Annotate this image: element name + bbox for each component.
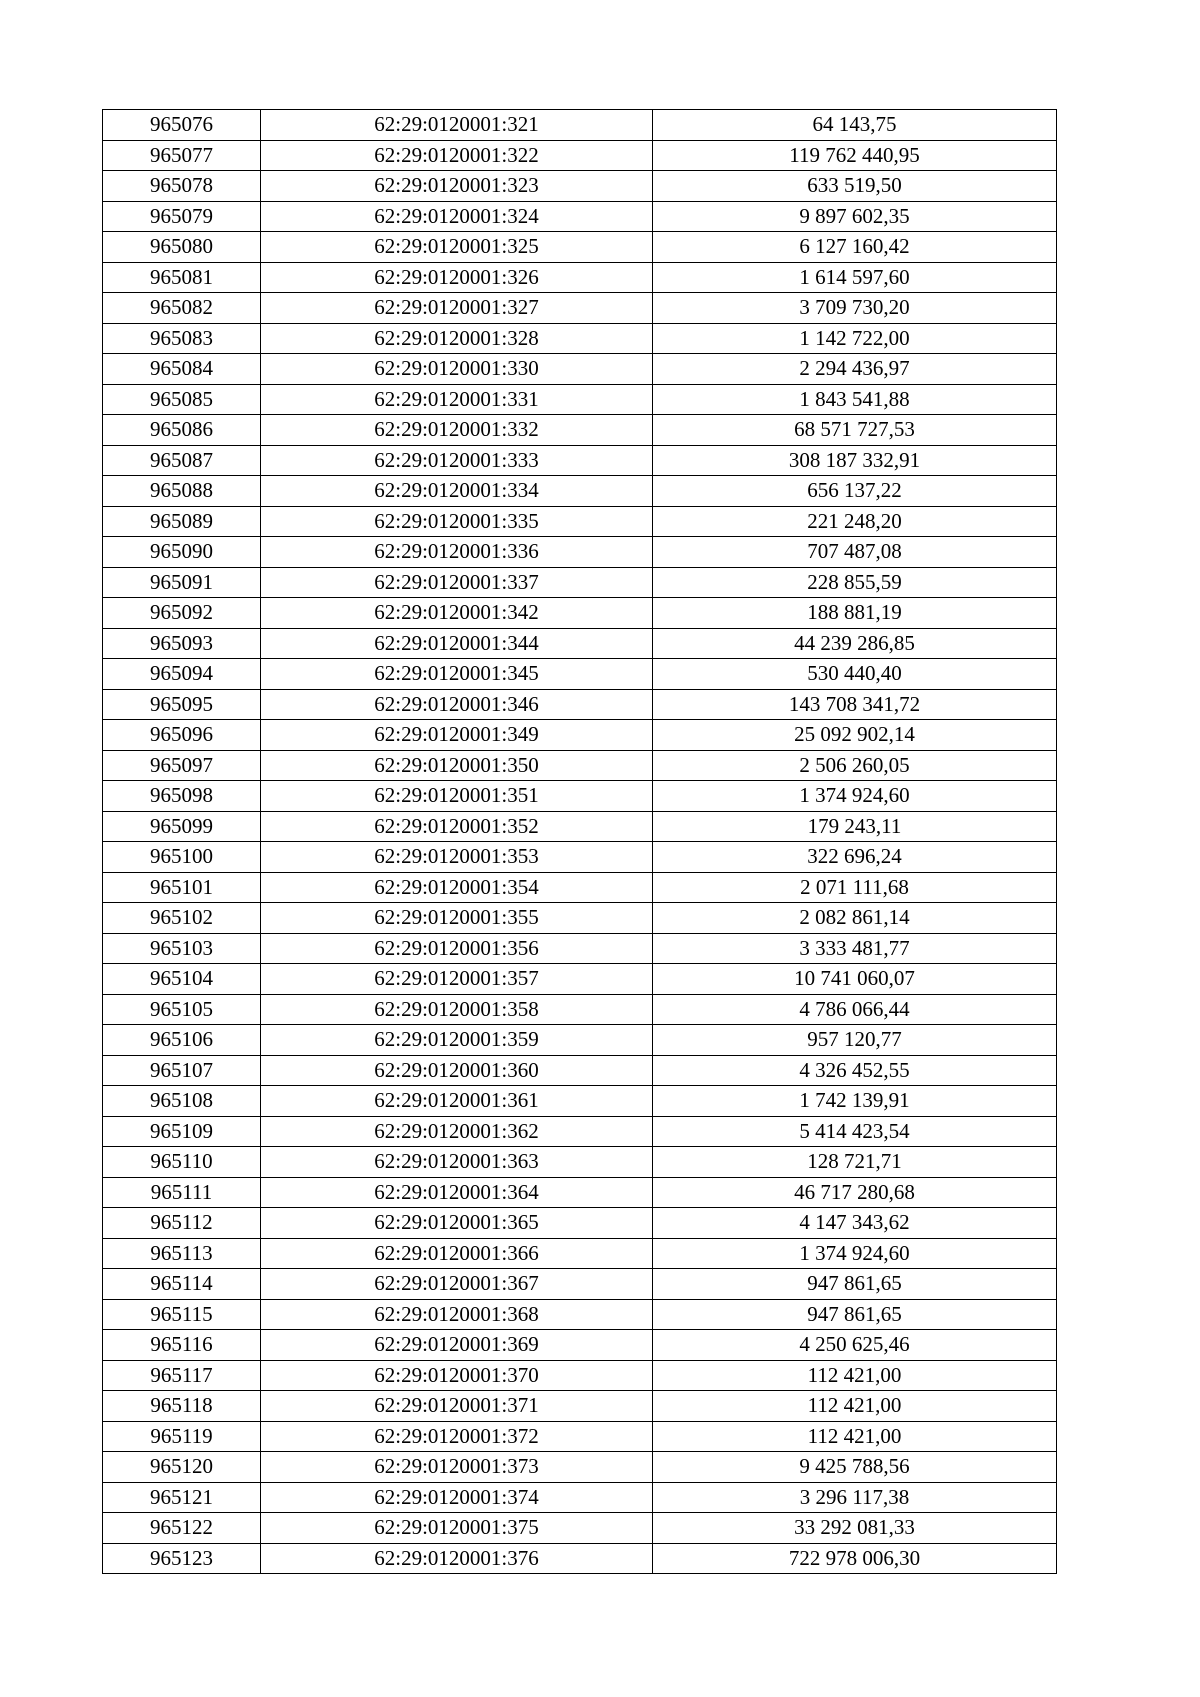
row-number-cell: 965113 (103, 1238, 261, 1269)
table-row (103, 933, 1057, 964)
cadastral-value-table (102, 109, 1057, 1574)
cadastral-value-cell: 4 147 343,62 (653, 1208, 1057, 1239)
table-row (103, 323, 1057, 354)
row-number-cell: 965121 (103, 1482, 261, 1513)
row-number-cell: 965077 (103, 140, 261, 171)
cadastral-value-cell: 44 239 286,85 (653, 628, 1057, 659)
table-row (103, 1360, 1057, 1391)
table-row (103, 1513, 1057, 1544)
cadastral-value-cell: 656 137,22 (653, 476, 1057, 507)
table-row (103, 354, 1057, 385)
table-row (103, 1116, 1057, 1147)
row-number-cell: 965094 (103, 659, 261, 690)
cadastral-number-cell: 62:29:0120001:369 (261, 1330, 653, 1361)
cadastral-number-cell: 62:29:0120001:371 (261, 1391, 653, 1422)
table-body (103, 110, 1057, 1574)
table-row (103, 720, 1057, 751)
row-number-cell: 965100 (103, 842, 261, 873)
row-number-cell: 965105 (103, 994, 261, 1025)
cadastral-value-cell: 947 861,65 (653, 1269, 1057, 1300)
cadastral-number-cell: 62:29:0120001:365 (261, 1208, 653, 1239)
cadastral-number-cell: 62:29:0120001:372 (261, 1421, 653, 1452)
row-number-cell: 965092 (103, 598, 261, 629)
cadastral-number-cell: 62:29:0120001:342 (261, 598, 653, 629)
row-number-cell: 965093 (103, 628, 261, 659)
cadastral-number-cell: 62:29:0120001:361 (261, 1086, 653, 1117)
cadastral-value-cell: 4 250 625,46 (653, 1330, 1057, 1361)
table-row (103, 1391, 1057, 1422)
cadastral-number-cell: 62:29:0120001:362 (261, 1116, 653, 1147)
cadastral-value-cell: 633 519,50 (653, 171, 1057, 202)
cadastral-value-cell: 2 506 260,05 (653, 750, 1057, 781)
cadastral-value-cell: 188 881,19 (653, 598, 1057, 629)
cadastral-number-cell: 62:29:0120001:327 (261, 293, 653, 324)
cadastral-number-cell: 62:29:0120001:364 (261, 1177, 653, 1208)
cadastral-number-cell: 62:29:0120001:330 (261, 354, 653, 385)
cadastral-value-cell: 707 487,08 (653, 537, 1057, 568)
row-number-cell: 965098 (103, 781, 261, 812)
cadastral-value-cell: 1 614 597,60 (653, 262, 1057, 293)
cadastral-number-cell: 62:29:0120001:355 (261, 903, 653, 934)
table-row (103, 1147, 1057, 1178)
table-row (103, 1330, 1057, 1361)
row-number-cell: 965081 (103, 262, 261, 293)
row-number-cell: 965115 (103, 1299, 261, 1330)
cadastral-number-cell: 62:29:0120001:331 (261, 384, 653, 415)
row-number-cell: 965112 (103, 1208, 261, 1239)
table-row (103, 262, 1057, 293)
table-row (103, 598, 1057, 629)
cadastral-number-cell: 62:29:0120001:322 (261, 140, 653, 171)
cadastral-number-cell: 62:29:0120001:336 (261, 537, 653, 568)
row-number-cell: 965087 (103, 445, 261, 476)
row-number-cell: 965111 (103, 1177, 261, 1208)
row-number-cell: 965084 (103, 354, 261, 385)
row-number-cell: 965090 (103, 537, 261, 568)
cadastral-value-cell: 68 571 727,53 (653, 415, 1057, 446)
table-row (103, 1238, 1057, 1269)
cadastral-value-cell: 322 696,24 (653, 842, 1057, 873)
row-number-cell: 965114 (103, 1269, 261, 1300)
row-number-cell: 965119 (103, 1421, 261, 1452)
table-row (103, 171, 1057, 202)
cadastral-number-cell: 62:29:0120001:337 (261, 567, 653, 598)
cadastral-number-cell: 62:29:0120001:363 (261, 1147, 653, 1178)
table-row (103, 1452, 1057, 1483)
cadastral-number-cell: 62:29:0120001:321 (261, 110, 653, 141)
table-row (103, 964, 1057, 995)
row-number-cell: 965097 (103, 750, 261, 781)
cadastral-value-cell: 530 440,40 (653, 659, 1057, 690)
cadastral-value-cell: 3 709 730,20 (653, 293, 1057, 324)
cadastral-value-cell: 25 092 902,14 (653, 720, 1057, 751)
row-number-cell: 965108 (103, 1086, 261, 1117)
row-number-cell: 965110 (103, 1147, 261, 1178)
cadastral-value-cell: 9 897 602,35 (653, 201, 1057, 232)
cadastral-number-cell: 62:29:0120001:352 (261, 811, 653, 842)
cadastral-value-cell: 2 071 111,68 (653, 872, 1057, 903)
table-row (103, 415, 1057, 446)
table-row (103, 1482, 1057, 1513)
cadastral-value-cell: 64 143,75 (653, 110, 1057, 141)
table-row (103, 811, 1057, 842)
table-row (103, 1208, 1057, 1239)
table-row (103, 1177, 1057, 1208)
table-row (103, 689, 1057, 720)
cadastral-value-cell: 10 741 060,07 (653, 964, 1057, 995)
cadastral-value-cell: 228 855,59 (653, 567, 1057, 598)
cadastral-value-cell: 308 187 332,91 (653, 445, 1057, 476)
table-row (103, 903, 1057, 934)
table-row (103, 872, 1057, 903)
cadastral-value-cell: 957 120,77 (653, 1025, 1057, 1056)
cadastral-value-cell: 143 708 341,72 (653, 689, 1057, 720)
cadastral-value-cell: 112 421,00 (653, 1421, 1057, 1452)
cadastral-number-cell: 62:29:0120001:370 (261, 1360, 653, 1391)
row-number-cell: 965089 (103, 506, 261, 537)
cadastral-number-cell: 62:29:0120001:325 (261, 232, 653, 263)
cadastral-number-cell: 62:29:0120001:368 (261, 1299, 653, 1330)
cadastral-number-cell: 62:29:0120001:374 (261, 1482, 653, 1513)
cadastral-number-cell: 62:29:0120001:354 (261, 872, 653, 903)
row-number-cell: 965079 (103, 201, 261, 232)
table-row (103, 1055, 1057, 1086)
cadastral-number-cell: 62:29:0120001:346 (261, 689, 653, 720)
table-row (103, 201, 1057, 232)
row-number-cell: 965076 (103, 110, 261, 141)
table-row (103, 293, 1057, 324)
row-number-cell: 965091 (103, 567, 261, 598)
row-number-cell: 965101 (103, 872, 261, 903)
cadastral-number-cell: 62:29:0120001:349 (261, 720, 653, 751)
cadastral-value-cell: 2 294 436,97 (653, 354, 1057, 385)
table-row (103, 1086, 1057, 1117)
row-number-cell: 965103 (103, 933, 261, 964)
cadastral-value-cell: 33 292 081,33 (653, 1513, 1057, 1544)
row-number-cell: 965122 (103, 1513, 261, 1544)
cadastral-number-cell: 62:29:0120001:324 (261, 201, 653, 232)
cadastral-number-cell: 62:29:0120001:367 (261, 1269, 653, 1300)
cadastral-number-cell: 62:29:0120001:332 (261, 415, 653, 446)
cadastral-number-cell: 62:29:0120001:344 (261, 628, 653, 659)
row-number-cell: 965080 (103, 232, 261, 263)
cadastral-value-cell: 1 742 139,91 (653, 1086, 1057, 1117)
cadastral-number-cell: 62:29:0120001:350 (261, 750, 653, 781)
cadastral-value-cell: 5 414 423,54 (653, 1116, 1057, 1147)
cadastral-value-cell: 2 082 861,14 (653, 903, 1057, 934)
cadastral-number-cell: 62:29:0120001:358 (261, 994, 653, 1025)
cadastral-value-cell: 947 861,65 (653, 1299, 1057, 1330)
row-number-cell: 965078 (103, 171, 261, 202)
cadastral-number-cell: 62:29:0120001:376 (261, 1543, 653, 1574)
table-row (103, 781, 1057, 812)
cadastral-value-cell: 112 421,00 (653, 1391, 1057, 1422)
cadastral-value-cell: 1 374 924,60 (653, 1238, 1057, 1269)
row-number-cell: 965118 (103, 1391, 261, 1422)
table-row (103, 994, 1057, 1025)
row-number-cell: 965109 (103, 1116, 261, 1147)
table-row (103, 476, 1057, 507)
cadastral-value-cell: 46 717 280,68 (653, 1177, 1057, 1208)
cadastral-value-cell: 3 333 481,77 (653, 933, 1057, 964)
cadastral-value-cell: 9 425 788,56 (653, 1452, 1057, 1483)
cadastral-number-cell: 62:29:0120001:351 (261, 781, 653, 812)
cadastral-value-cell: 4 786 066,44 (653, 994, 1057, 1025)
row-number-cell: 965123 (103, 1543, 261, 1574)
cadastral-value-cell: 6 127 160,42 (653, 232, 1057, 263)
table-row (103, 537, 1057, 568)
row-number-cell: 965104 (103, 964, 261, 995)
cadastral-number-cell: 62:29:0120001:353 (261, 842, 653, 873)
cadastral-value-cell: 119 762 440,95 (653, 140, 1057, 171)
cadastral-number-cell: 62:29:0120001:335 (261, 506, 653, 537)
cadastral-number-cell: 62:29:0120001:345 (261, 659, 653, 690)
table-row (103, 506, 1057, 537)
row-number-cell: 965095 (103, 689, 261, 720)
row-number-cell: 965106 (103, 1025, 261, 1056)
cadastral-value-cell: 1 843 541,88 (653, 384, 1057, 415)
row-number-cell: 965088 (103, 476, 261, 507)
cadastral-value-cell: 112 421,00 (653, 1360, 1057, 1391)
table-row (103, 628, 1057, 659)
row-number-cell: 965120 (103, 1452, 261, 1483)
cadastral-value-cell: 128 721,71 (653, 1147, 1057, 1178)
cadastral-number-cell: 62:29:0120001:323 (261, 171, 653, 202)
row-number-cell: 965102 (103, 903, 261, 934)
table-row (103, 445, 1057, 476)
table-row (103, 140, 1057, 171)
row-number-cell: 965116 (103, 1330, 261, 1361)
table-row (103, 1025, 1057, 1056)
table-row (103, 1269, 1057, 1300)
cadastral-number-cell: 62:29:0120001:360 (261, 1055, 653, 1086)
table-row (103, 1299, 1057, 1330)
table-row (103, 842, 1057, 873)
row-number-cell: 965083 (103, 323, 261, 354)
table-row (103, 110, 1057, 141)
cadastral-number-cell: 62:29:0120001:357 (261, 964, 653, 995)
row-number-cell: 965099 (103, 811, 261, 842)
cadastral-number-cell: 62:29:0120001:334 (261, 476, 653, 507)
row-number-cell: 965117 (103, 1360, 261, 1391)
table-row (103, 750, 1057, 781)
cadastral-number-cell: 62:29:0120001:328 (261, 323, 653, 354)
cadastral-value-cell: 1 142 722,00 (653, 323, 1057, 354)
cadastral-value-cell: 221 248,20 (653, 506, 1057, 537)
cadastral-number-cell: 62:29:0120001:373 (261, 1452, 653, 1483)
cadastral-number-cell: 62:29:0120001:359 (261, 1025, 653, 1056)
cadastral-number-cell: 62:29:0120001:333 (261, 445, 653, 476)
row-number-cell: 965107 (103, 1055, 261, 1086)
table-row (103, 232, 1057, 263)
cadastral-number-cell: 62:29:0120001:366 (261, 1238, 653, 1269)
table-row (103, 659, 1057, 690)
cadastral-number-cell: 62:29:0120001:356 (261, 933, 653, 964)
cadastral-number-cell: 62:29:0120001:375 (261, 1513, 653, 1544)
cadastral-value-cell: 1 374 924,60 (653, 781, 1057, 812)
table-row (103, 567, 1057, 598)
cadastral-value-cell: 3 296 117,38 (653, 1482, 1057, 1513)
table-row (103, 384, 1057, 415)
table-row (103, 1421, 1057, 1452)
row-number-cell: 965082 (103, 293, 261, 324)
table-row (103, 1543, 1057, 1574)
cadastral-value-cell: 722 978 006,30 (653, 1543, 1057, 1574)
row-number-cell: 965086 (103, 415, 261, 446)
row-number-cell: 965096 (103, 720, 261, 751)
cadastral-value-cell: 179 243,11 (653, 811, 1057, 842)
row-number-cell: 965085 (103, 384, 261, 415)
cadastral-number-cell: 62:29:0120001:326 (261, 262, 653, 293)
cadastral-value-cell: 4 326 452,55 (653, 1055, 1057, 1086)
